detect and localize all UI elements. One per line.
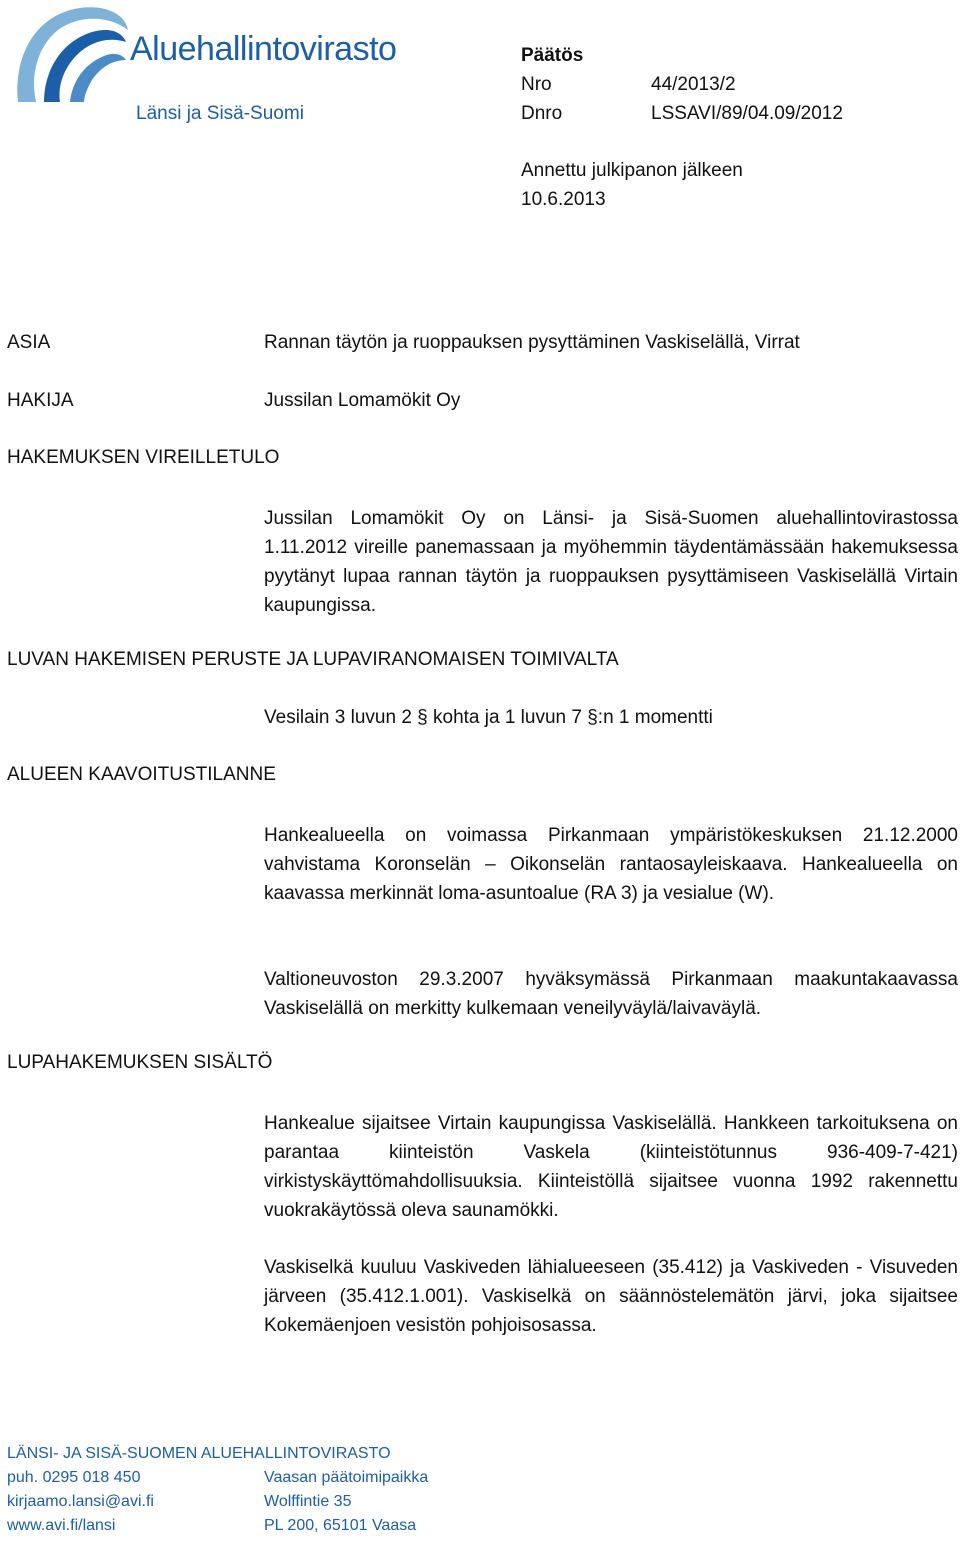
footer-office: Vaasan päätoimipaikka xyxy=(264,1469,429,1486)
asia-label: ASIA xyxy=(7,332,51,353)
dnro-value: LSSAVI/89/04.09/2012 xyxy=(651,103,843,124)
footer-phone: puh. 0295 018 450 xyxy=(7,1469,141,1486)
footer-street: Wolffintie 35 xyxy=(264,1493,352,1510)
section-heading-peruste: LUVAN HAKEMISEN PERUSTE JA LUPAVIRANOMAISEN TOIMIVALTA xyxy=(7,649,619,670)
hakija-label: HAKIJA xyxy=(7,390,74,411)
footer-postal: PL 200, 65101 Vaasa xyxy=(264,1517,417,1534)
kaavoitus-paragraph-2: Valtioneuvoston 29.3.2007 hyväksymässä Pirkanmaan maakuntakaavassa Vaskiselällä on merkitty kulkemaan veneilyväylä/laivaväylä. xyxy=(264,969,958,1019)
vireilletulo-paragraph: Jussilan Lomamökit Oy on Länsi- ja Sisä-Suomen aluehallintovirastossa 1.11.2012 vireille panemassaan ja myöhemmin täydentämässään hakemuksessa pyytänyt lupaa rannan täytön ja ruoppauksen pysyttämiseen Vaskiselällä Virtain kaupungissa. xyxy=(264,508,958,616)
sisalto-paragraph-1: Hankealue sijaitsee Virtain kaupungissa Vaskiselällä. Hankkeen tarkoituksena on parantaa kiinteistön Vaskela (kiinteistötunnus 936-409-7-421) virkistyskäyttömahdollisuuksia. Kiinteistöllä sijaitsee vuonna 1992 rakennettu vuokrakäytössä oleva saunamökki. xyxy=(264,1113,958,1221)
sisalto-paragraph-2: Vaskiselkä kuuluu Vaskiveden lähialueeseen (35.412) ja Vaskiveden - Visuveden järveen (35.412.1.001). Vaskiselkä on säännöstelemätön järvi, joka sijaitsee Kokemäenjoen vesistön pohjoisosassa. xyxy=(264,1257,958,1336)
kaavoitus-paragraph-1: Hankealueella on voimassa Pirkanmaan ympäristökeskuksen 21.12.2000 vahvistama Koronselän – Oikonselän rantaosayleiskaava. Hankealueella on kaavassa merkinnät loma-asuntoalue (RA 3) ja vesialue (W). xyxy=(264,825,958,904)
agency-logo xyxy=(10,2,420,112)
agency-name: Aluehallintovirasto xyxy=(130,30,397,68)
footer-web[interactable]: www.avi.fi/lansi xyxy=(7,1517,116,1534)
asia-value: Rannan täytön ja ruoppauksen pysyttäminen Vaskiselällä, Virrat xyxy=(264,332,800,353)
peruste-paragraph: Vesilain 3 luvun 2 § kohta ja 1 luvun 7 §:n 1 momentti xyxy=(264,707,713,728)
issued-line-2: 10.6.2013 xyxy=(521,189,606,210)
nro-value: 44/2013/2 xyxy=(651,74,736,95)
section-heading-sisalto: LUPAHAKEMUKSEN SISÄLTÖ xyxy=(7,1052,273,1073)
region-name: Länsi ja Sisä-Suomi xyxy=(136,103,304,124)
section-heading-vireilletulo: HAKEMUKSEN VIREILLETULO xyxy=(7,447,280,468)
hakija-value: Jussilan Lomamökit Oy xyxy=(264,390,461,411)
nro-label: Nro xyxy=(521,74,552,95)
footer-email[interactable]: kirjaamo.lansi@avi.fi xyxy=(7,1493,154,1510)
issued-line-1: Annettu julkipanon jälkeen xyxy=(521,160,743,181)
footer-org: LÄNSI- JA SISÄ-SUOMEN ALUEHALLINTOVIRASTO xyxy=(7,1445,391,1462)
section-heading-kaavoitus: ALUEEN KAAVOITUSTILANNE xyxy=(7,764,276,785)
dnro-label: Dnro xyxy=(521,103,563,124)
decision-label: Päätös xyxy=(521,45,584,66)
